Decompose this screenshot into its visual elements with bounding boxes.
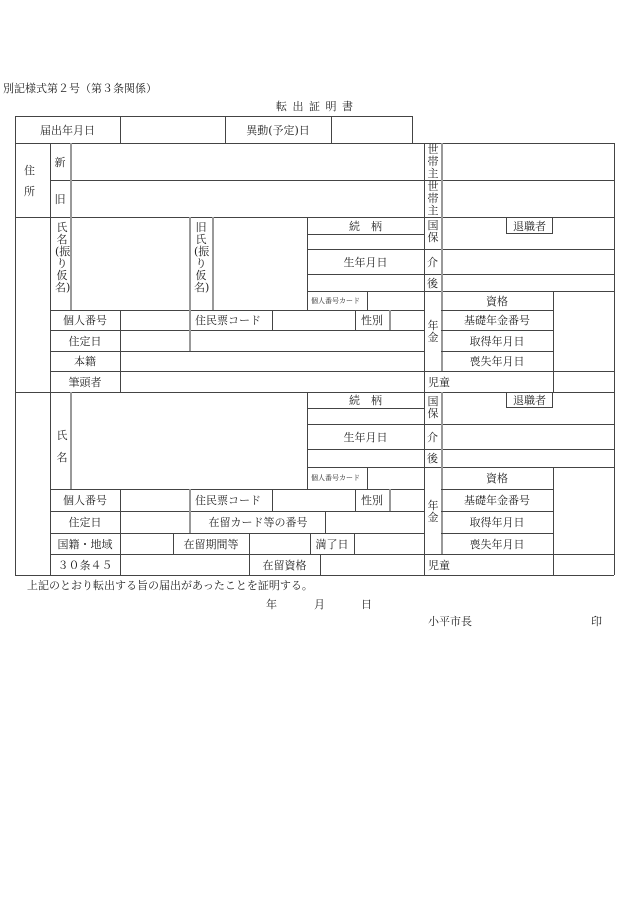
p1-pension-label: 年金 bbox=[427, 319, 439, 344]
p2-nationality-label: 国籍・地域 bbox=[57, 537, 113, 551]
old-householder-label: 世帯主 bbox=[427, 180, 439, 217]
p2-child-label: 児童 bbox=[428, 558, 450, 572]
new-address-label: 新 bbox=[54, 155, 66, 169]
p1-relation-field[interactable] bbox=[308, 235, 424, 249]
new-householder-label: 世帯主 bbox=[427, 143, 439, 180]
p1-name-label: 氏名(振り仮名) bbox=[55, 221, 71, 294]
p2-sex-label: 性別 bbox=[361, 494, 383, 507]
p2-article-field[interactable] bbox=[121, 555, 249, 575]
p2-residence-date-field[interactable] bbox=[121, 512, 189, 533]
old-address-field[interactable] bbox=[72, 181, 424, 217]
p2-elderly-label: 後 bbox=[427, 452, 438, 465]
year-label: 年 bbox=[266, 598, 277, 611]
p1-birth-label: 生年月日 bbox=[343, 255, 388, 269]
p2-article-label: ３０条４５ bbox=[57, 558, 113, 572]
p1-domicile-field[interactable] bbox=[121, 352, 424, 371]
p2-care-field[interactable] bbox=[443, 425, 614, 449]
day-label: 日 bbox=[361, 598, 372, 611]
p1-old-name-field[interactable] bbox=[214, 218, 307, 310]
p2-nationality-field[interactable] bbox=[121, 534, 173, 554]
p2-name-field[interactable] bbox=[72, 393, 307, 489]
p1-residence-date-label: 住定日 bbox=[68, 334, 102, 348]
p2-expiry-label: 満了日 bbox=[315, 537, 349, 551]
p1-resident-code-field[interactable] bbox=[273, 311, 355, 330]
p1-family-head-field[interactable] bbox=[121, 372, 424, 392]
p1-retiree-checkbox[interactable]: 退職者 bbox=[506, 217, 553, 234]
p1-sex-field[interactable] bbox=[391, 311, 424, 330]
certification-text: 上記のとおり転出する旨の届出があったことを証明する。 bbox=[27, 579, 313, 592]
p2-name-label: 氏名 bbox=[56, 429, 68, 464]
p2-birth-field[interactable] bbox=[308, 450, 424, 467]
p2-acquired-date-label: 取得年月日 bbox=[469, 516, 525, 529]
p1-mynumber-label: 個人番号 bbox=[63, 314, 107, 327]
seal-label: 印 bbox=[591, 615, 602, 628]
p2-residence-card-no-field[interactable] bbox=[326, 512, 424, 533]
p2-relation-field[interactable] bbox=[308, 409, 424, 424]
p2-mynumber-label: 個人番号 bbox=[63, 494, 107, 507]
p2-resident-code-field[interactable] bbox=[273, 490, 355, 511]
form-number: 別記様式第２号（第３条関係） bbox=[3, 82, 157, 95]
p1-relation-label: 続 柄 bbox=[349, 219, 382, 233]
p2-birth-label: 生年月日 bbox=[343, 430, 388, 444]
p1-care-field[interactable] bbox=[443, 250, 614, 274]
address-label-1: 住 bbox=[24, 164, 35, 177]
p2-care-label: 介 bbox=[427, 430, 438, 444]
p1-mynumber-card-field[interactable] bbox=[368, 292, 424, 310]
p2-expiry-field[interactable] bbox=[355, 534, 424, 554]
p1-name-field[interactable] bbox=[72, 218, 189, 310]
p1-qualification-label: 資格 bbox=[486, 294, 508, 308]
p2-residence-card-no-label: 在留カード等の番号 bbox=[208, 516, 308, 529]
p2-period-label: 在留期間等 bbox=[183, 537, 239, 551]
p1-lost-date-label: 喪失年月日 bbox=[469, 355, 525, 368]
p1-care-label: 介 bbox=[427, 255, 438, 269]
p2-period-field[interactable] bbox=[250, 534, 310, 554]
p1-child-field[interactable] bbox=[554, 372, 614, 392]
p2-lost-date-label: 喪失年月日 bbox=[469, 537, 525, 551]
move-date-label: 異動(予定)日 bbox=[246, 123, 310, 137]
p1-birth-field[interactable] bbox=[308, 275, 424, 291]
p1-acquired-date-label: 取得年月日 bbox=[469, 334, 525, 348]
p1-mynumber-card-label: 個人番号カード bbox=[311, 296, 360, 305]
month-label: 月 bbox=[314, 598, 325, 611]
p2-sex-field[interactable] bbox=[391, 490, 424, 511]
p1-elderly-label: 後 bbox=[427, 276, 438, 290]
p2-qualification-label: 資格 bbox=[486, 472, 508, 485]
p1-child-label: 児童 bbox=[428, 375, 450, 389]
p2-residence-date-label: 住定日 bbox=[68, 516, 102, 529]
p1-basic-pension-no-label: 基礎年金番号 bbox=[464, 314, 530, 327]
p1-old-name-label: 旧氏(振り仮名) bbox=[194, 221, 210, 294]
move-date-field[interactable] bbox=[332, 117, 412, 143]
p2-mynumber-field[interactable] bbox=[121, 490, 189, 511]
p2-child-field[interactable] bbox=[554, 555, 614, 575]
new-householder-field[interactable] bbox=[443, 144, 614, 180]
p2-status-field[interactable] bbox=[321, 555, 424, 575]
document-title: 転 出 証 明 書 bbox=[276, 100, 354, 113]
p1-resident-code-label: 住民票コード bbox=[195, 314, 261, 327]
p2-basic-pension-no-label: 基礎年金番号 bbox=[464, 494, 530, 507]
p2-pension-field[interactable] bbox=[554, 468, 614, 554]
mayor-label: 小平市長 bbox=[428, 615, 472, 628]
notify-date-label: 届出年月日 bbox=[40, 123, 95, 137]
p2-pension-label: 年金 bbox=[427, 499, 439, 524]
p2-elderly-field[interactable] bbox=[443, 450, 614, 467]
p1-domicile-label: 本籍 bbox=[74, 355, 96, 368]
p1-pension-field[interactable] bbox=[554, 292, 614, 371]
p1-sex-label: 性別 bbox=[361, 314, 383, 327]
p1-nhi-label: 国保 bbox=[427, 219, 439, 244]
p1-family-head-label: 筆頭者 bbox=[68, 375, 102, 389]
p2-retiree-checkbox[interactable]: 退職者 bbox=[506, 392, 553, 408]
p2-status-label: 在留資格 bbox=[262, 558, 307, 572]
notify-date-field[interactable] bbox=[121, 117, 225, 143]
old-address-label: 旧 bbox=[54, 192, 66, 206]
new-address-field[interactable] bbox=[72, 144, 424, 180]
address-label-2: 所 bbox=[24, 185, 35, 198]
p2-relation-label: 続 柄 bbox=[349, 394, 382, 407]
p2-mynumber-card-label: 個人番号カード bbox=[311, 474, 360, 482]
p2-resident-code-label: 住民票コード bbox=[195, 494, 261, 507]
old-householder-field[interactable] bbox=[443, 181, 614, 217]
p1-elderly-field[interactable] bbox=[443, 275, 614, 291]
p1-residence-date-field[interactable] bbox=[121, 331, 189, 351]
p2-nhi-label: 国保 bbox=[427, 395, 439, 420]
p2-mynumber-card-field[interactable] bbox=[368, 468, 424, 489]
p1-mynumber-field[interactable] bbox=[121, 311, 189, 330]
